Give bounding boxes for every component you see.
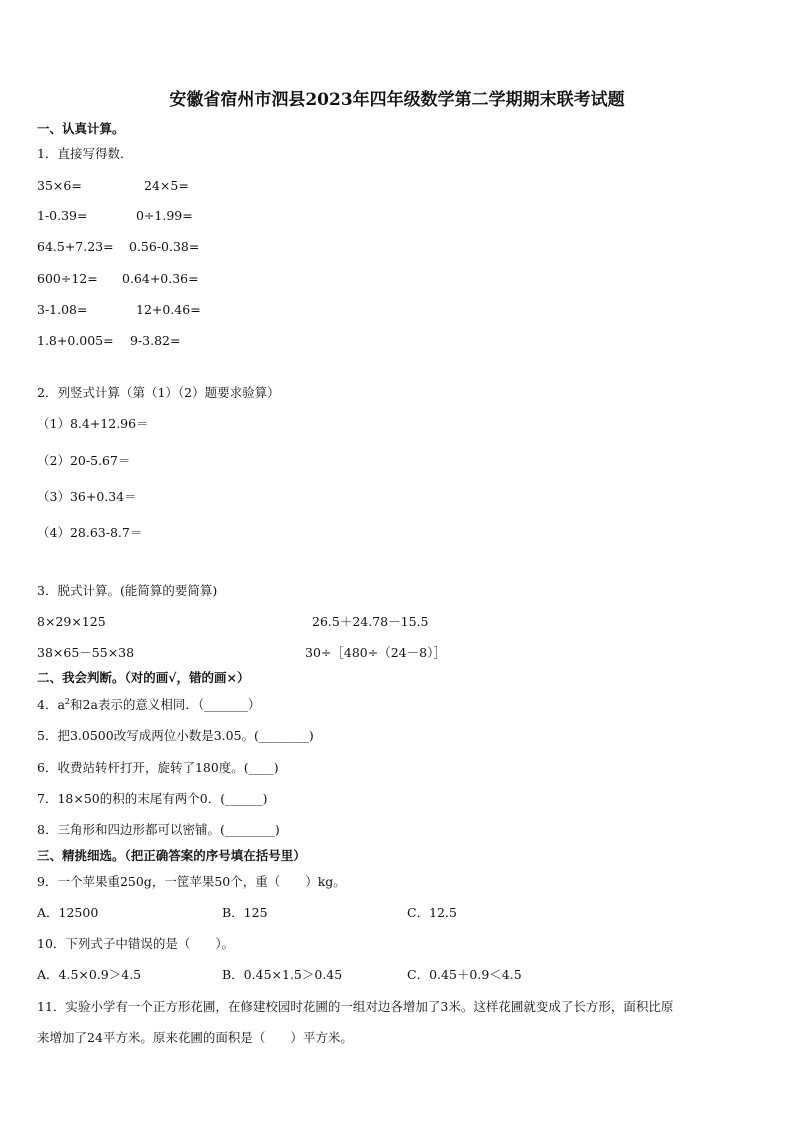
q1-row1-right: 24×5= (144, 178, 189, 193)
q2-item-1: （1）8.4+12.96＝ (37, 416, 149, 431)
q9-option-c: C．12.5 (407, 905, 457, 920)
q4-text-after: 和2a表示的意义相同．（_______） (70, 697, 261, 712)
q1-row1-left: 35×6= (37, 178, 82, 193)
question-8: 8．三角形和四边形都可以密铺。(________) (37, 822, 280, 837)
section-2-heading: 二、我会判断。（对的画√，错的画×） (37, 670, 250, 685)
question-11-line-2: 来增加了24平方米。原来花圃的面积是（ ）平方米。 (37, 1030, 353, 1045)
q3-item-4: 30÷［480÷（24－8）］ (305, 645, 446, 660)
question-7: 7．18×50的积的末尾有两个0．(______) (37, 791, 268, 806)
question-9-prompt: 9．一个苹果重250g，一筐苹果50个，重（ ）kg。 (37, 874, 346, 889)
q2-item-2: （2）20-5.67＝ (37, 453, 131, 468)
q2-item-3: （3）36+0.34＝ (37, 489, 137, 504)
q1-row2-right: 0÷1.99= (136, 208, 193, 223)
q1-row5-right: 12+0.46= (136, 302, 201, 317)
q4-superscript: 2 (64, 696, 70, 706)
q1-row4-right: 0.64+0.36= (122, 271, 199, 286)
question-11-line-1: 11．实验小学有一个正方形花圃，在修建校园时花圃的一组对边各增加了3米。这样花圃就变成了长方形，面积比原 (37, 999, 674, 1014)
q1-row2-left: 1-0.39= (37, 208, 88, 223)
q10-option-b: B．0.45×1.5＞0.45 (222, 967, 343, 982)
q4-text-before: 4．a (37, 697, 65, 712)
question-10-prompt: 10．下列式子中错误的是（ ）。 (37, 936, 235, 951)
q10-option-a: A．4.5×0.9＞4.5 (37, 967, 142, 982)
q1-row6-left: 1.8+0.005= (37, 333, 114, 348)
q1-row4-left: 600÷12= (37, 271, 98, 286)
q1-row3-left: 64.5+7.23= (37, 239, 114, 254)
question-5: 5．把3.0500改写成两位小数是3.05。(________) (37, 728, 314, 743)
question-1-prompt: 1．直接写得数． (37, 146, 133, 161)
question-4 (37, 697, 260, 713)
q3-item-1: 8×29×125 (37, 614, 106, 629)
page-title: 安徽省宿州市泗县2023年四年级数学第二学期期末联考试题 (169, 90, 625, 110)
section-1-heading: 一、认真计算。 (37, 121, 125, 136)
q1-row5-left: 3-1.08= (37, 302, 88, 317)
q1-row6-right: 9-3.82= (130, 333, 181, 348)
question-3-prompt: 3．脱式计算。(能简算的要简算) (37, 583, 218, 598)
q3-item-3: 38×65－55×38 (37, 645, 135, 660)
question-6: 6．收费站转杆打开，旋转了180度。(____) (37, 760, 279, 775)
question-2-prompt: 2．列竖式计算（第（1）（2）题要求验算） (37, 385, 280, 400)
q10-option-c: C．0.45＋0.9＜4.5 (407, 967, 522, 982)
q9-option-b: B．125 (222, 905, 268, 920)
q9-option-a: A．12500 (37, 905, 99, 920)
q3-item-2: 26.5＋24.78－15.5 (312, 614, 429, 629)
q1-row3-right: 0.56-0.38= (129, 239, 200, 254)
section-3-heading: 三、精挑细选。（把正确答案的序号填在括号里） (37, 848, 306, 863)
q2-item-4: （4）28.63-8.7＝ (37, 525, 143, 540)
